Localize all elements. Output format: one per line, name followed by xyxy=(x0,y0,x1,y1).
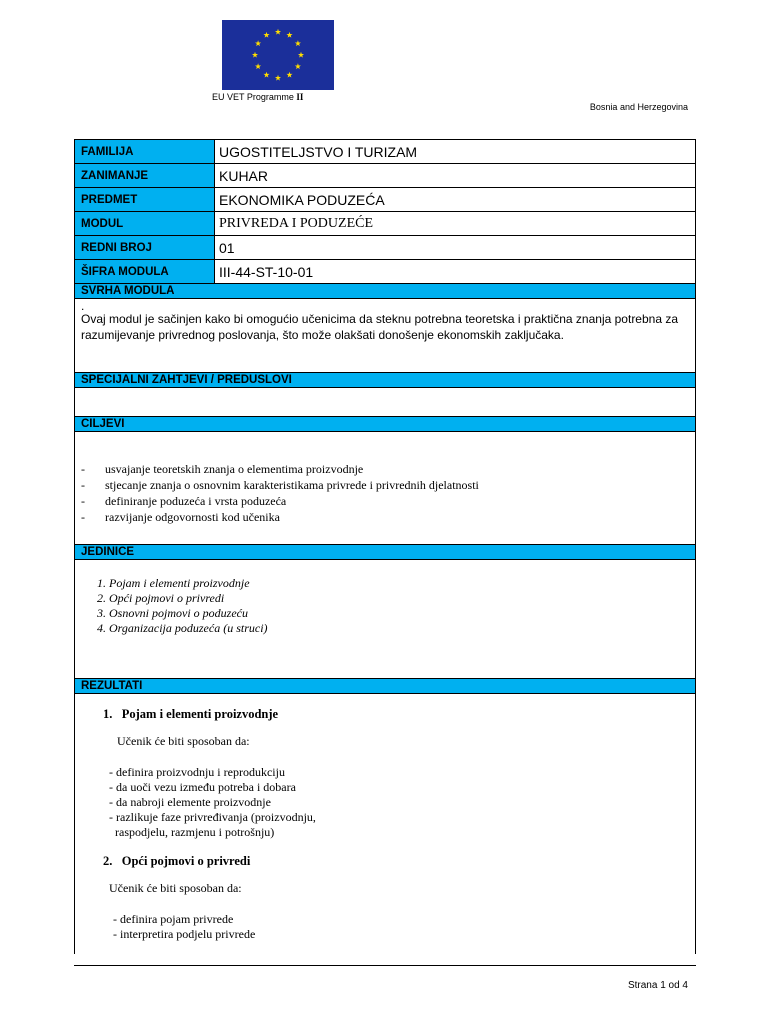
flag-star xyxy=(255,40,261,46)
ciljevi-list xyxy=(81,461,689,525)
list-item: - definira pojam privrede xyxy=(113,912,234,926)
country-label: Bosnia and Herzegovina xyxy=(589,102,688,112)
section-header-svrha: SVRHA MODULA xyxy=(75,284,695,299)
jedinice-body xyxy=(75,560,695,679)
result-list-1 xyxy=(109,765,689,840)
list-item: - da uoči vezu između potreba i dobara xyxy=(109,780,296,794)
flag-star xyxy=(275,75,281,81)
table-bottom-border xyxy=(74,965,696,966)
info-label: FAMILIJA xyxy=(75,140,215,163)
flag-star xyxy=(295,40,301,46)
info-value: EKONOMIKA PODUZEĆA xyxy=(219,191,385,208)
section-header-rezultati: REZULTATI xyxy=(75,679,695,694)
result-list-2 xyxy=(113,912,689,942)
flag-star xyxy=(286,72,292,78)
section-header-specijalni: SPECIJALNI ZAHTJEVI / PREDUSLOVI xyxy=(75,373,695,388)
result-title-1: 1. Pojam i elementi proizvodnje xyxy=(103,707,279,721)
section-header-jedinice: JEDINICE xyxy=(75,545,695,560)
list-item: raspodjelu, razmjenu i potrošnju) xyxy=(109,825,275,839)
page-number: Strana 1 od 4 xyxy=(627,980,688,991)
flag-star xyxy=(255,63,261,69)
list-item: - definira proizvodnju i reprodukciju xyxy=(109,765,285,779)
flag-star xyxy=(295,63,301,69)
specijalni-body xyxy=(75,388,695,417)
flag-star xyxy=(263,32,269,38)
info-label: ŠIFRA MODULA xyxy=(75,260,215,283)
info-row-predmet xyxy=(75,188,695,212)
info-row-redni-broj xyxy=(75,236,695,260)
info-value: KUHAR xyxy=(219,167,269,184)
flag-star xyxy=(298,52,304,58)
info-label: MODUL xyxy=(75,212,215,235)
list-item: - da nabroji elemente proizvodnje xyxy=(109,795,271,809)
info-value: 01 xyxy=(219,239,235,256)
flag-star xyxy=(286,32,292,38)
result-title-2: 2. Opći pojmovi o privredi xyxy=(103,854,251,868)
eu-flag-icon xyxy=(222,20,334,90)
info-row-modul xyxy=(75,212,695,236)
flag-star xyxy=(263,72,269,78)
list-item: 1. Pojam i elementi proizvodnje xyxy=(109,576,689,591)
info-label: PREDMET xyxy=(75,188,215,211)
result-intro-2: Učenik će biti sposoban da: xyxy=(109,881,242,895)
programme-label: EU VET Programme II xyxy=(212,92,304,102)
ciljevi-body xyxy=(75,432,695,545)
list-item: 2. Opći pojmovi o privredi xyxy=(109,591,689,606)
list-item: - interpretira podjelu privrede xyxy=(113,927,256,941)
info-value: III-44-ST-10-01 xyxy=(219,263,314,280)
list-item: - razvijanje odgovornosti kod učenika xyxy=(81,510,280,524)
info-value: UGOSTITELJSTVO I TURIZAM xyxy=(219,143,418,160)
section-header-ciljevi: CILJEVI xyxy=(75,417,695,432)
info-row-familija xyxy=(75,140,695,164)
rezultati-body xyxy=(75,694,695,954)
svrha-body xyxy=(75,299,695,373)
module-table xyxy=(74,139,696,954)
info-row-zanimanje xyxy=(75,164,695,188)
svrha-text: Ovaj modul je sačinjen kako bi omogućio učenicima da steknu potrebna teoretska i praktična znanja potrebna za razumijevanje privrednog poslovanja, što može olakšati donošenje ekonomskih zaključaka. xyxy=(81,312,679,342)
list-item: - stjecanje znanja o osnovnim karakteristikama privrede i privrednih djelatnosti xyxy=(81,478,479,492)
list-item: 3. Osnovni pojmovi o poduzeću xyxy=(109,606,689,621)
list-item: - usvajanje teoretskih znanja o elementima proizvodnje xyxy=(81,462,364,476)
info-label: REDNI BROJ xyxy=(75,236,215,259)
info-row-sifra-modula xyxy=(75,260,695,284)
list-item: 4. Organizacija poduzeća (u struci) xyxy=(109,621,689,636)
list-item: - razlikuje faze privređivanja (proizvodnju, xyxy=(109,810,316,824)
result-intro-1: Učenik će biti sposoban da: xyxy=(117,734,250,748)
jedinice-list xyxy=(81,576,689,636)
svrha-dot: . xyxy=(81,299,85,313)
list-item: - definiranje poduzeća i vrsta poduzeća xyxy=(81,494,287,508)
flag-star xyxy=(275,29,281,35)
info-label: ZANIMANJE xyxy=(75,164,215,187)
info-value: PRIVREDA I PODUZEĆE xyxy=(219,215,374,231)
flag-star xyxy=(252,52,258,58)
